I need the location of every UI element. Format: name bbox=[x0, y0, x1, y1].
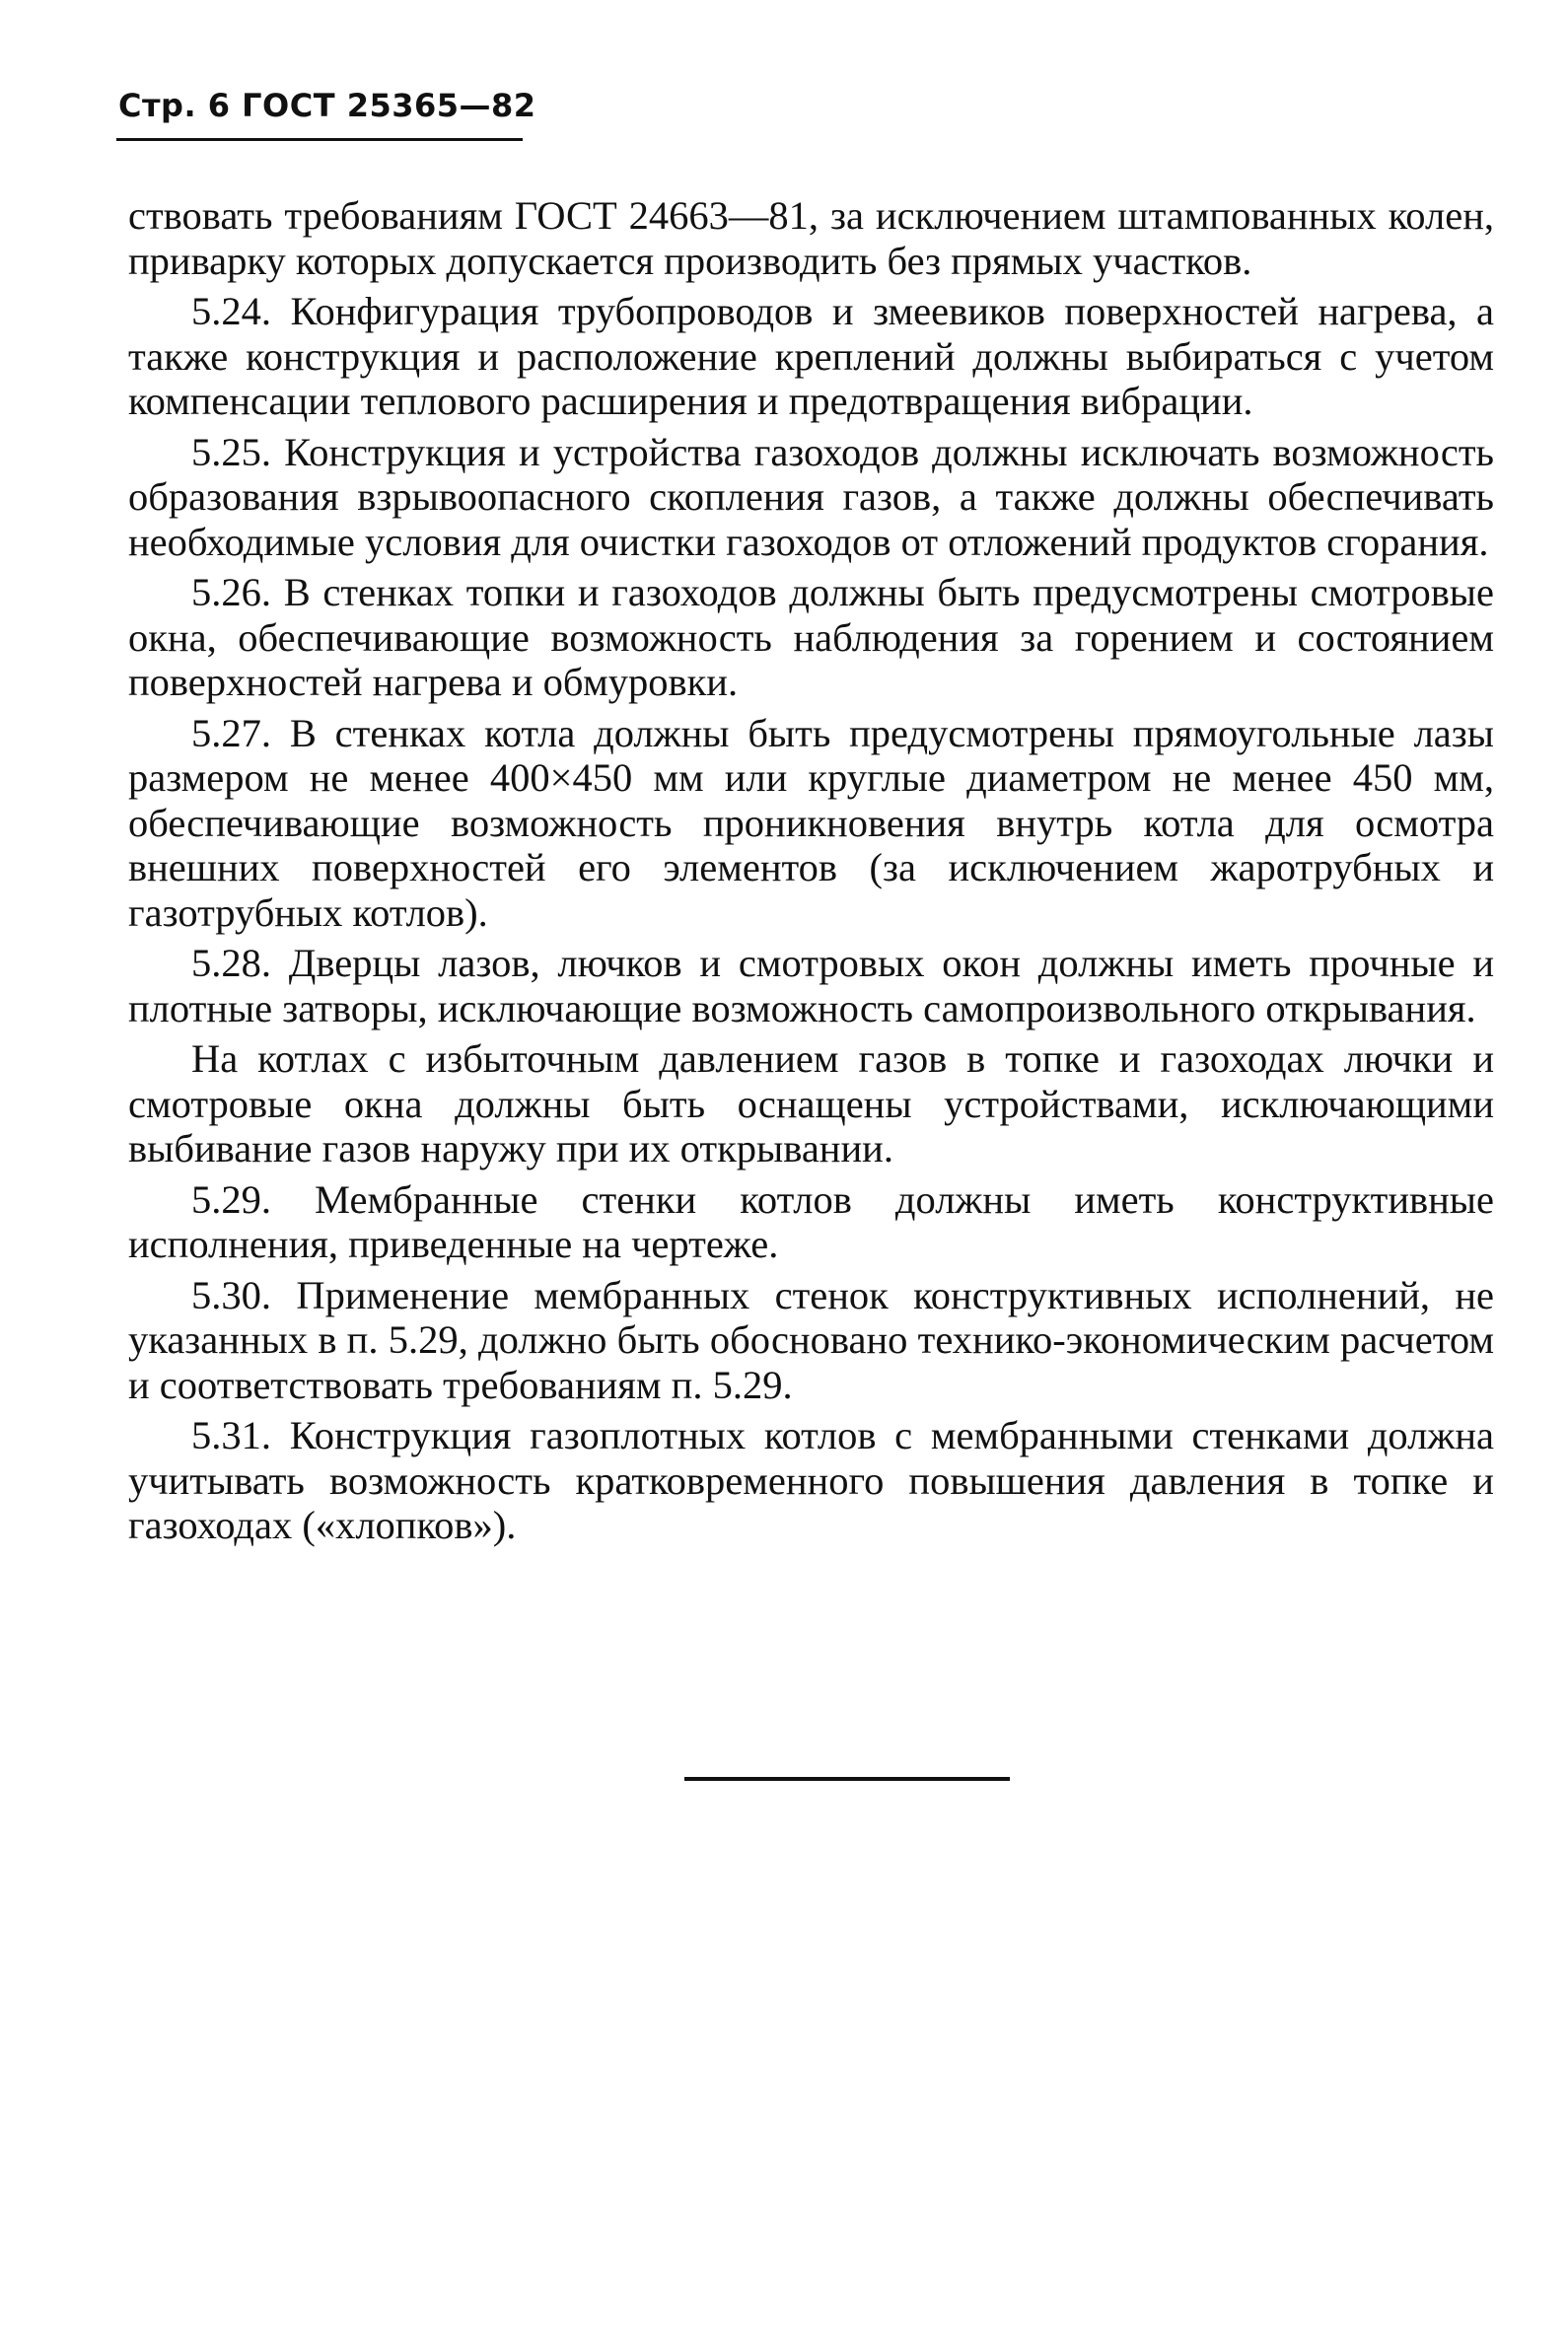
paragraph-5-25: 5.25. Конструкция и устройства газоходов должны исключать возможность образования взрывоопасного скопления газов, а также должны обеспечивать необходимые условия для очистки газоходов от отложений продуктов сгорания. bbox=[128, 429, 1494, 564]
document-body bbox=[128, 193, 1494, 1548]
paragraph-5-24: 5.24. Конфигурация трубопроводов и змеевиков поверхностей нагрева, а также конструкция и расположение креплений должны выбираться с учетом компенсации теплового расширения и предотвращения вибрации. bbox=[128, 289, 1494, 423]
running-head: Стр. 6 ГОСТ 25365—82 bbox=[118, 87, 536, 124]
paragraph-5-26: 5.26. В стенках топки и газоходов должны быть предусмотрены смотровые окна, обеспечивающие возможность наблюдения за горением и состоянием поверхностей нагрева и обмуровки. bbox=[128, 570, 1494, 704]
header-rule bbox=[116, 138, 523, 141]
paragraph-5-27: 5.27. В стенках котла должны быть предусмотрены прямоугольные лазы размером не менее 400×450 мм или круглые диаметром не менее 450 мм, обеспечивающие возможность проникновения внутрь котла для осмотра внешних поверхностей его элементов (за исключением жаротрубных и газотрубных котлов). bbox=[128, 710, 1494, 935]
paragraph-5-31: 5.31. Конструкция газоплотных котлов с мембранными стенками должна учитывать возможность кратковременного повышения давления в топке и газоходах («хлопков»). bbox=[128, 1413, 1494, 1547]
end-rule bbox=[684, 1777, 1010, 1781]
paragraph-5-29: 5.29. Мембранные стенки котлов должны иметь конструктивные исполнения, приведенные на чертеже. bbox=[128, 1176, 1494, 1266]
paragraph-continuation: ствовать требованиям ГОСТ 24663—81, за исключением штампованных колен, приварку которых допускается производить без прямых участков. bbox=[128, 193, 1494, 283]
paragraph-5-28-cont: На котлах с избыточным давлением газов в топке и газоходах лючки и смотровые окна должны быть оснащены устройствами, исключающими выбивание газов наружу при их открывании. bbox=[128, 1036, 1494, 1170]
paragraph-5-28: 5.28. Дверцы лазов, лючков и смотровых окон должны иметь прочные и плотные затворы, исключающие возможность самопроизвольного открывания. bbox=[128, 941, 1494, 1030]
paragraph-5-30: 5.30. Применение мембранных стенок конструктивных исполнений, не указанных в п. 5.29, должно быть обосновано технико-экономическим расчетом и соответствовать требованиям п. 5.29. bbox=[128, 1272, 1494, 1407]
